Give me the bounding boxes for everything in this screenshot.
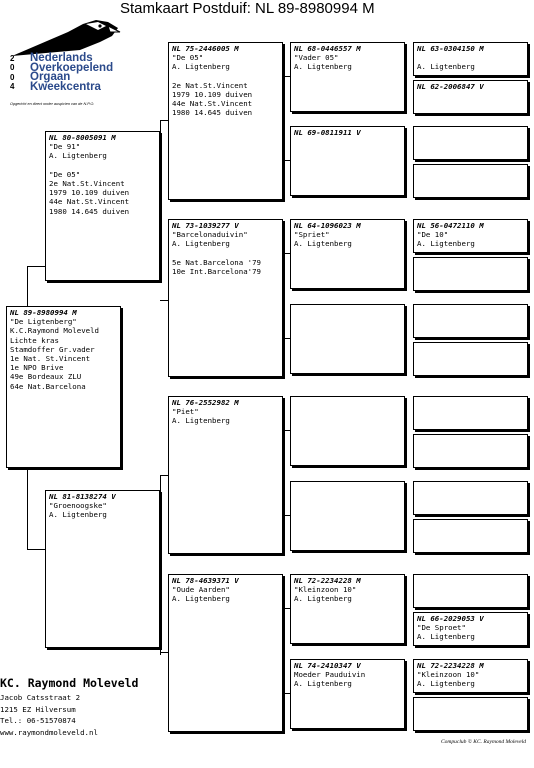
connector-line [283, 430, 290, 431]
ring-number [417, 436, 524, 445]
pigeon-detail-line: 5e Nat.Barcelona '79 [172, 257, 261, 267]
ring-number: NL 76-2552982 M [172, 398, 239, 407]
page-title: Stamkaart Postduif: NL 89-8980994 M [120, 0, 375, 17]
connector-line [27, 549, 45, 550]
pedigree-box-gen3 [168, 396, 283, 554]
connector-line [283, 76, 290, 77]
pigeon-detail-line: A. Ligtenberg [417, 62, 475, 72]
pigeon-detail-line: A. Ligtenberg [49, 151, 107, 161]
connector-line [283, 608, 290, 609]
pedigree-box-gen5 [413, 574, 528, 608]
pedigree-box-gen4 [290, 304, 405, 374]
footer-credit: Compuclub © KC. Raymond Moleveld [441, 739, 526, 745]
connector-line [160, 120, 161, 235]
logo-text: Nederlands Overkoepelend Orgaan Kweekcentra [30, 52, 114, 93]
nook-logo [8, 14, 136, 114]
ring-number: NL 72-2234228 M [294, 576, 361, 585]
ring-number: NL 56-0472110 M [417, 221, 484, 230]
pigeon-detail-line: A. Ligtenberg [49, 510, 107, 520]
pedigree-box-gen4 [290, 219, 405, 289]
pigeon-detail-line: Lichte kras [10, 335, 59, 345]
ring-number [417, 521, 524, 530]
pigeon-detail-line [172, 72, 279, 81]
pedigree-box-gen4 [290, 42, 405, 112]
pigeon-detail-line: A. Ligtenberg [172, 62, 230, 72]
pigeon-detail-line: "De 05" [172, 53, 204, 63]
ring-number: NL 89-8980994 M [10, 308, 77, 317]
ring-number [417, 259, 524, 268]
pedigree-box-gen5 [413, 434, 528, 468]
pedigree-box-gen5 [413, 164, 528, 198]
pedigree-box-gen5 [413, 80, 528, 114]
pedigree-box-gen5 [413, 257, 528, 291]
ring-number: NL 68-0446557 M [294, 44, 361, 53]
pigeon-detail-line [417, 53, 524, 62]
ring-number: NL 64-1096023 M [294, 221, 361, 230]
pedigree-box-gen4 [290, 396, 405, 466]
pigeon-detail-line: "Kleinzoon 10" [417, 670, 480, 680]
ring-number: NL 81-8138274 V [49, 492, 116, 501]
pigeon-detail-line: A. Ligtenberg [172, 239, 230, 249]
pedigree-box-gen4 [290, 659, 405, 729]
connector-line [283, 253, 290, 254]
pigeon-detail-line: 64e Nat.Barcelona [10, 381, 86, 391]
pigeon-detail-line: 1980 14.645 duiven [172, 108, 253, 118]
pedigree-box-gen5 [413, 396, 528, 430]
pigeon-detail-line: 44e Nat.St.Vincent [172, 99, 253, 109]
pedigree-box-gen5 [413, 304, 528, 338]
pigeon-detail-line: 2e Nat.St.Vincent [49, 179, 125, 189]
pigeon-detail-line: Moeder Pauduivin [294, 670, 366, 680]
pigeon-detail-line: 1979 10.109 duiven [49, 188, 130, 198]
pedigree-box-gen5 [413, 659, 528, 693]
pedigree-box-gen5 [413, 612, 528, 646]
pigeon-detail-line: A. Ligtenberg [294, 594, 352, 604]
pigeon-detail-line: 49e Bordeaux ZLU [10, 372, 82, 382]
connector-line [283, 693, 290, 694]
pigeon-detail-line: "De 91" [49, 142, 81, 152]
pigeon-detail-line: 1e NPO Brive [10, 363, 64, 373]
pigeon-detail-line: 1e Nat. St.Vincent [10, 354, 91, 364]
ring-number: NL 73-1039277 V [172, 221, 239, 230]
pigeon-detail-line: 44e Nat.St.Vincent [49, 197, 130, 207]
ring-number: NL 75-2446005 M [172, 44, 239, 53]
pigeon-detail-line: "Vader 05" [294, 53, 339, 63]
connector-line [283, 515, 290, 516]
ring-number [417, 344, 524, 353]
pedigree-box-gen4 [290, 126, 405, 196]
pedigree-box-gen3 [168, 574, 283, 732]
ring-number: NL 78-4639371 V [172, 576, 239, 585]
logo-year: 2 0 0 4 [10, 54, 15, 91]
ring-number: NL 63-0304150 M [417, 44, 484, 53]
owner-name: KC. Raymond Moleveld [0, 676, 139, 690]
pedigree-box-father [45, 131, 160, 281]
pigeon-detail-line: 10e Int.Barcelona'79 [172, 267, 261, 277]
pedigree-box-mother [45, 490, 160, 648]
ring-number [417, 166, 524, 175]
ring-number [294, 483, 401, 492]
pigeon-detail-line: A. Ligtenberg [417, 679, 475, 689]
pigeon-detail-line [49, 161, 156, 170]
pigeon-detail-line: "Groenoogske" [49, 501, 107, 511]
pigeon-detail-line: A. Ligtenberg [417, 632, 475, 642]
connector-line [160, 475, 161, 655]
pigeon-detail-line: A. Ligtenberg [172, 594, 230, 604]
pigeon-detail-line: "Barcelonaduivin" [172, 230, 248, 240]
pigeon-detail-line: "Kleinzoon 10" [294, 585, 357, 595]
owner-address: Jacob Catsstraat 2 [0, 693, 81, 702]
owner-phone: Tel.: 06-51570874 [0, 716, 76, 725]
connector-line [160, 120, 168, 121]
owner-website[interactable]: www.raymondmoleveld.nl [0, 727, 98, 737]
pigeon-detail-line: 1980 14.645 duiven [49, 206, 130, 216]
ring-number: NL 62-2006847 V [417, 82, 484, 91]
connector-line [160, 475, 168, 476]
pedigree-box-gen5 [413, 342, 528, 376]
pigeon-detail-line: A. Ligtenberg [294, 679, 352, 689]
pigeon-detail-line: A. Ligtenberg [417, 239, 475, 249]
pigeon-detail-line [172, 249, 279, 258]
pigeon-detail-line: "De 05" [49, 169, 81, 179]
pigeon-detail-line: A. Ligtenberg [294, 62, 352, 72]
ring-number [417, 576, 524, 585]
pedigree-box-gen4 [290, 574, 405, 644]
pedigree-box-gen3 [168, 42, 283, 200]
pigeon-detail-line: K.C.Raymond Moleveld [10, 326, 99, 336]
connector-line [160, 652, 168, 653]
ring-number: NL 66-2029053 V [417, 614, 484, 623]
pedigree-box-gen3 [168, 219, 283, 377]
connector-line [27, 266, 45, 267]
pigeon-detail-line: Stamdoffer Gr.vader [10, 344, 95, 354]
pigeon-detail-line: "Spriet" [294, 230, 330, 240]
pedigree-box-gen5 [413, 481, 528, 515]
ring-number [417, 306, 524, 315]
logo-tagline: Opgericht en direct onder auspicien van de N.P.O. [10, 102, 95, 106]
connector-line [27, 266, 28, 306]
pigeon-detail-line: 1979 10.109 duiven [172, 90, 253, 100]
pigeon-detail-line: 2e Nat.St.Vincent [172, 80, 248, 90]
ring-number [294, 398, 401, 407]
ring-number: NL 80-8005091 M [49, 133, 116, 142]
pigeon-detail-line: "De Sproet" [417, 623, 466, 633]
pigeon-detail-line: "Piet" [172, 407, 199, 417]
connector-line [283, 338, 290, 339]
connector-line [283, 160, 290, 161]
ring-number [417, 128, 524, 137]
ring-number [417, 483, 524, 492]
pedigree-box-gen5 [413, 519, 528, 553]
owner-city: 1215 EZ Hilversum [0, 704, 76, 714]
pedigree-box-gen5 [413, 126, 528, 160]
pedigree-box-subject [6, 306, 121, 468]
pigeon-detail-line: A. Ligtenberg [172, 416, 230, 426]
ring-number [417, 699, 524, 708]
pigeon-detail-line: "De 10" [417, 230, 449, 240]
connector-line [27, 468, 28, 549]
pigeon-detail-line: "Oude Aarden" [172, 585, 230, 595]
owner-block [0, 676, 138, 738]
pigeon-detail-line: A. Ligtenberg [294, 239, 352, 249]
ring-number: NL 74-2410347 V [294, 661, 361, 670]
pedigree-box-gen5 [413, 219, 528, 253]
ring-number [417, 398, 524, 407]
pigeon-detail-line: "De Ligtenberg" [10, 317, 77, 327]
ring-number: NL 72-2234228 M [417, 661, 484, 670]
connector-line [160, 300, 168, 301]
pedigree-box-gen4 [290, 481, 405, 551]
pedigree-box-gen5 [413, 42, 528, 76]
ring-number: NL 69-0811911 V [294, 128, 361, 137]
ring-number [294, 306, 401, 315]
pedigree-box-gen5 [413, 697, 528, 731]
